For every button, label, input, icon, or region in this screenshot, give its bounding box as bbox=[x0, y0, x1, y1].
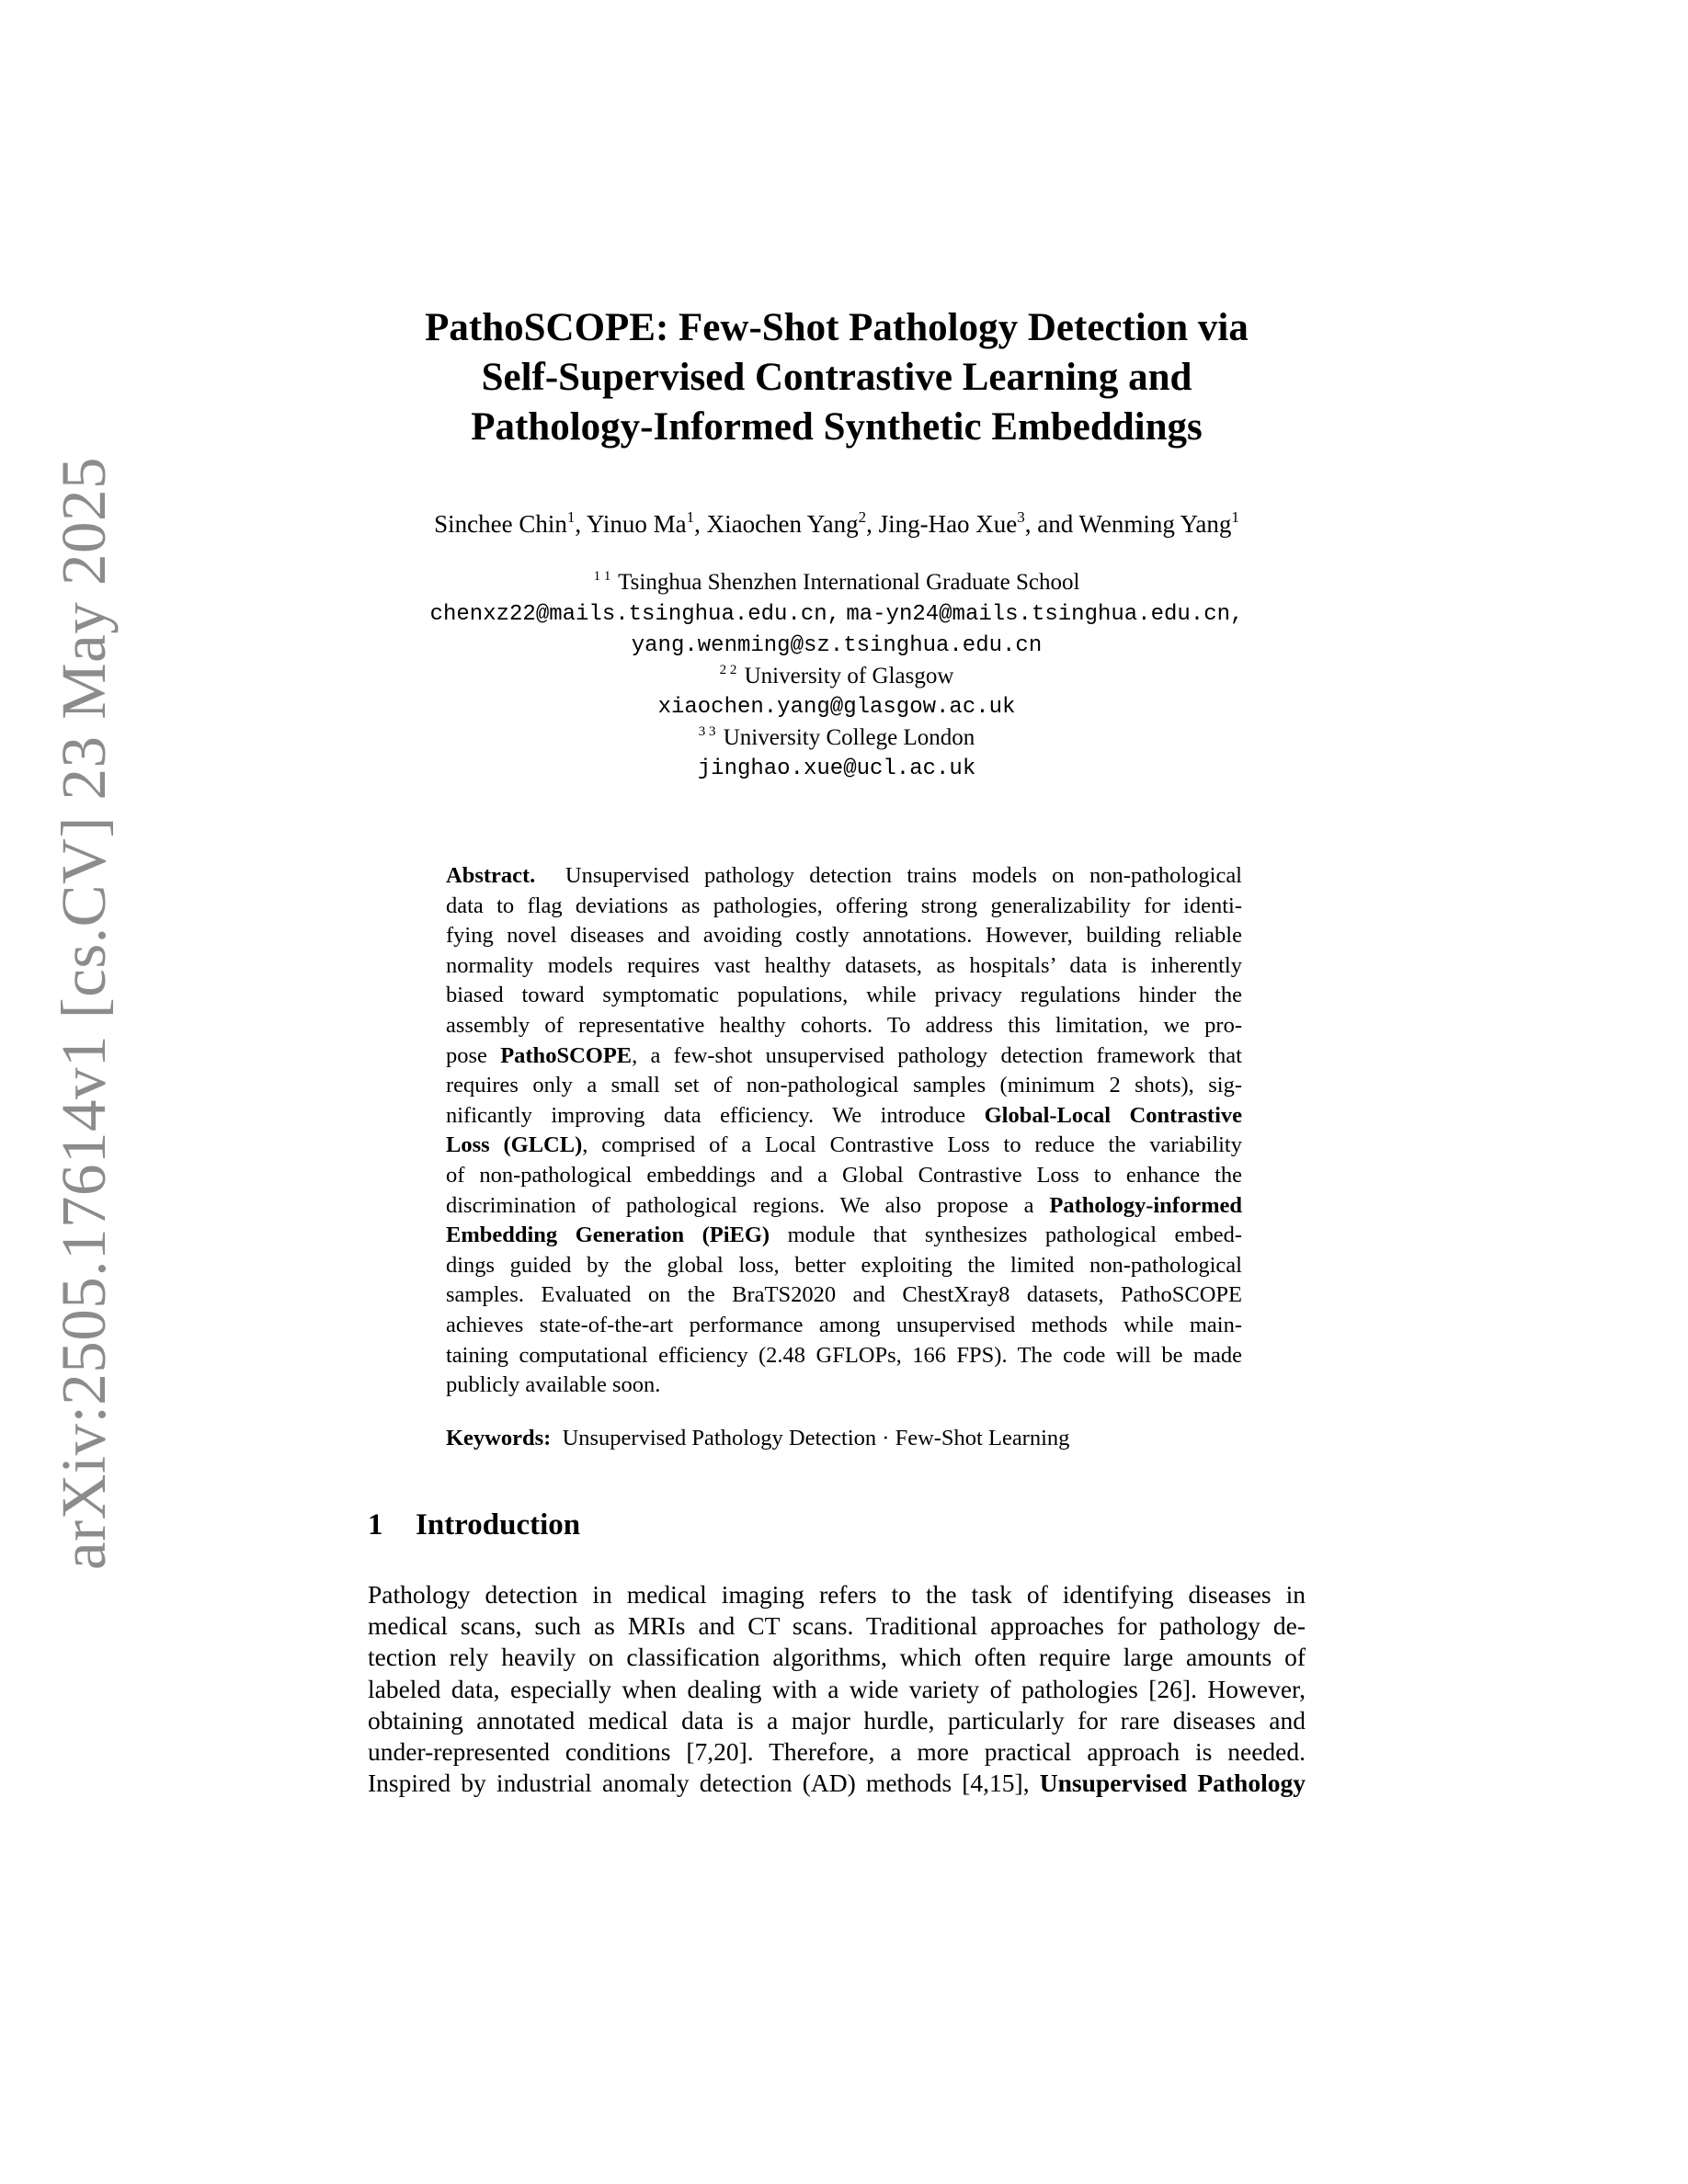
body-line: medical scans, such as MRIs and CT scans. Traditional approaches for pathology de- bbox=[368, 1611, 1306, 1641]
introduction-paragraph bbox=[368, 1579, 1306, 1799]
abstract-line: taining computational efficiency (2.48 GFLOPs, 166 FPS). The code will be made bbox=[446, 1342, 1242, 1368]
title-line: Self-Supervised Contrastive Learning and bbox=[481, 356, 1192, 399]
affiliation-marker: 1 bbox=[566, 508, 576, 526]
email-address: jinghao.xue@ucl.ac.uk bbox=[697, 756, 976, 781]
abstract-line bbox=[446, 1191, 1242, 1222]
author-list: Sinchee Chin$^1$, Yinuo Ma$^1$, Xiaochen Yang$^2$, Jing-Hao Xue$^3$, and Wenming Yang$^1$ bbox=[434, 508, 1239, 538]
body-text: Inspired by industrial anomaly detection (AD) methods [4,15], bbox=[368, 1769, 1030, 1798]
abstract-line: of non-pathological embeddings and a Global Contrastive Loss to enhance the bbox=[446, 1162, 1242, 1188]
email-line bbox=[368, 630, 1306, 662]
keywords-label: Keywords: bbox=[446, 1426, 552, 1450]
abstract-text: Unsupervised pathology detection trains models on non-pathological bbox=[565, 863, 1242, 888]
abstract-line: publicly available soon. bbox=[446, 1372, 661, 1398]
institution-name: University of Glasgow bbox=[744, 663, 954, 688]
affiliation-line bbox=[368, 723, 1306, 754]
author-name: Yinuo Ma bbox=[586, 510, 687, 538]
email-line bbox=[368, 753, 1306, 785]
affiliation-marker: 3 3 bbox=[698, 723, 716, 739]
email-address: yang.wenming@sz.tsinghua.edu.cn bbox=[631, 633, 1043, 658]
email-line bbox=[368, 691, 1306, 723]
body-line: labeled data, especially when dealing with a wide variety of pathologies [26]. However, bbox=[368, 1674, 1306, 1703]
affiliation-marker: 2 bbox=[858, 508, 867, 526]
keywords bbox=[446, 1424, 1242, 1454]
email-line bbox=[368, 598, 1306, 631]
abstract-line bbox=[446, 1041, 1242, 1072]
affiliation-marker: 2 2 bbox=[719, 662, 737, 677]
abstract-line bbox=[446, 1131, 1242, 1161]
abstract-text: , comprised of a Local Contrastive Loss to reduce the variability bbox=[582, 1132, 1242, 1158]
institution-name: Tsinghua Shenzhen International Graduate School bbox=[618, 570, 1080, 595]
author-name: and Wenming Yang bbox=[1037, 510, 1232, 538]
abstract-text: discrimination of pathological regions. We also propose a bbox=[446, 1192, 1034, 1218]
email-address: chenxz22@mails.tsinghua.edu.cn, bbox=[429, 601, 841, 627]
affiliation-line bbox=[368, 568, 1306, 598]
abstract-line: normality models requires vast healthy datasets, as hospitals’ data is inherently bbox=[446, 952, 1242, 978]
section-number: 1 bbox=[368, 1508, 383, 1541]
section-title-text: Introduction bbox=[416, 1508, 581, 1541]
body-line: tection rely heavily on classification algorithms, which often require large amounts of bbox=[368, 1643, 1306, 1672]
body-line: obtaining annotated medical data is a major hurdle, particularly for rare diseases and bbox=[368, 1705, 1306, 1735]
body-line: Pathology detection in medical imaging refers to the task of identifying diseases in bbox=[368, 1580, 1306, 1609]
affiliation-line bbox=[368, 662, 1306, 692]
body-line bbox=[368, 1768, 1306, 1799]
abstract bbox=[446, 861, 1242, 1401]
method-name: PathoSCOPE bbox=[500, 1042, 633, 1068]
paper-title bbox=[368, 303, 1306, 452]
abstract-line: fying novel diseases and avoiding costly annotations. However, building reliable bbox=[446, 923, 1242, 949]
author-name: Sinchee Chin bbox=[434, 510, 567, 538]
abstract-line: dings guided by the global loss, better exploiting the limited non-pathological bbox=[446, 1252, 1242, 1278]
author-name: Jing-Hao Xue bbox=[878, 510, 1018, 538]
abstract-label: Abstract. bbox=[446, 863, 536, 888]
section-heading bbox=[368, 1508, 580, 1542]
abstract-line bbox=[446, 861, 1242, 892]
arxiv-identifier-stamp: arXiv:2505.17614v1 [cs.CV] 23 May 2025 bbox=[49, 456, 119, 1570]
abstract-text: nificantly improving data efficiency. We introduce bbox=[446, 1102, 966, 1128]
bold-term: Embedding Generation (PiEG) bbox=[446, 1223, 770, 1248]
institution-name: University College London bbox=[723, 724, 975, 750]
affiliation-marker: 1 bbox=[686, 508, 695, 526]
email-address: ma-yn24@mails.tsinghua.edu.cn, bbox=[846, 601, 1244, 627]
bold-term: Global-Local Contrastive bbox=[984, 1102, 1242, 1128]
title-line: PathoSCOPE: Few-Shot Pathology Detection via bbox=[425, 306, 1249, 349]
email-address: xiaochen.yang@glasgow.ac.uk bbox=[657, 695, 1016, 720]
author-name: Xiaochen Yang bbox=[706, 510, 859, 538]
abstract-line bbox=[446, 1221, 1242, 1251]
bold-term: Unsupervised Pathology bbox=[1039, 1769, 1306, 1798]
abstract-line: achieves state-of-the-art performance among unsupervised methods while main- bbox=[446, 1312, 1242, 1337]
body-line: under-represented conditions [7,20]. Therefore, a more practical approach is needed. bbox=[368, 1737, 1306, 1767]
abstract-line bbox=[446, 1101, 1242, 1132]
abstract-line: biased toward symptomatic populations, while privacy regulations hinder the bbox=[446, 983, 1242, 1008]
abstract-line: samples. Evaluated on the BraTS2020 and ChestXray8 datasets, PathoSCOPE bbox=[446, 1282, 1242, 1308]
keywords-text: Unsupervised Pathology Detection · Few-Shot Learning bbox=[562, 1426, 1070, 1450]
affiliation-marker: 1 bbox=[1231, 508, 1239, 526]
title-line: Pathology-Informed Synthetic Embeddings bbox=[471, 405, 1203, 449]
abstract-text: module that synthesizes pathological embed- bbox=[787, 1223, 1242, 1248]
abstract-line: data to flag deviations as pathologies, offering strong generalizability for identi- bbox=[446, 893, 1242, 918]
abstract-text: , a few-shot unsupervised pathology detection framework that bbox=[632, 1042, 1242, 1068]
bold-term: Loss (GLCL) bbox=[446, 1132, 583, 1158]
affiliations-block bbox=[368, 568, 1306, 785]
abstract-line: assembly of representative healthy cohorts. To address this limitation, we pro- bbox=[446, 1012, 1242, 1038]
affiliation-marker: 3 bbox=[1017, 508, 1025, 526]
affiliation-marker: 1 1 bbox=[593, 569, 611, 584]
abstract-line: requires only a small set of non-pathological samples (minimum 2 shots), sig- bbox=[446, 1073, 1242, 1098]
bold-term: Pathology-informed bbox=[1049, 1192, 1242, 1218]
abstract-text: pose bbox=[446, 1042, 487, 1068]
